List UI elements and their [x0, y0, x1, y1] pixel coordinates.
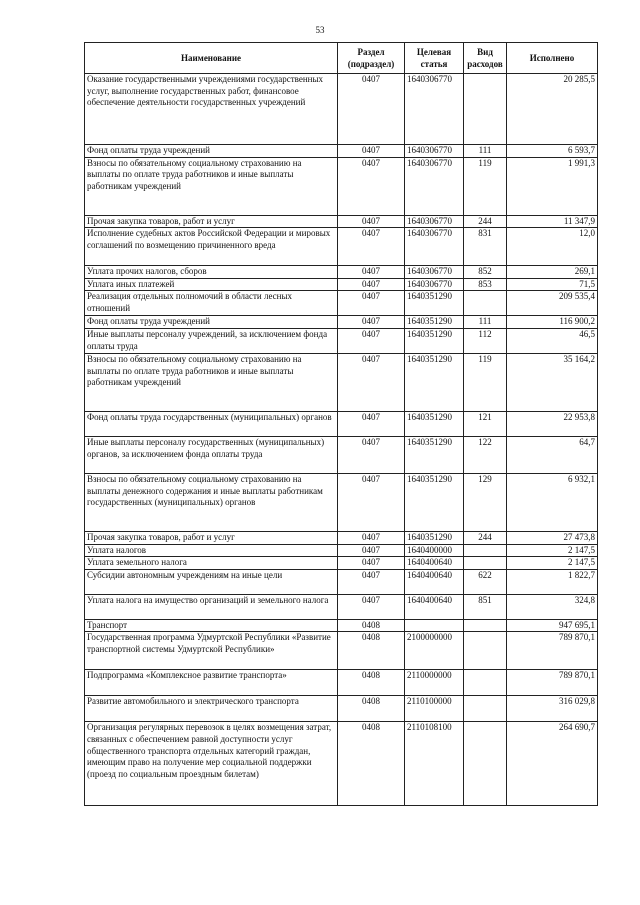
cell-executed: 316 029,8	[507, 696, 598, 722]
cell-expense-type: 122	[464, 436, 507, 473]
cell-name: Взносы по обязательному социальному страхованию на выплаты денежного содержания и иные выплаты работникам государственных (муниципальных) органов	[85, 473, 338, 531]
cell-expense-type: 129	[464, 473, 507, 531]
cell-target: 1640400640	[405, 594, 464, 619]
cell-section: 0408	[338, 670, 405, 696]
cell-target: 1640400000	[405, 544, 464, 557]
cell-section: 0407	[338, 266, 405, 279]
cell-section: 0407	[338, 353, 405, 411]
table-row	[85, 353, 598, 411]
cell-executed: 1 822,7	[507, 569, 598, 594]
cell-target: 1640351290	[405, 436, 464, 473]
cell-target: 1640351290	[405, 291, 464, 316]
cell-executed: 6 932,1	[507, 473, 598, 531]
table-row	[85, 722, 598, 806]
page-number: 53	[315, 25, 325, 35]
cell-name: Взносы по обязательному социальному страхованию на выплаты по оплате труда работников и иные выплаты работникам учреждений	[85, 353, 338, 411]
header-section: Раздел (подраздел)	[338, 43, 405, 74]
cell-section: 0407	[338, 74, 405, 145]
cell-expense-type: 622	[464, 569, 507, 594]
cell-section: 0407	[338, 569, 405, 594]
cell-section: 0407	[338, 328, 405, 353]
cell-name: Реализация отдельных полномочий в области лесных отношений	[85, 291, 338, 316]
cell-expense-type	[464, 670, 507, 696]
cell-name: Прочая закупка товаров, работ и услуг	[85, 215, 338, 228]
cell-section: 0408	[338, 722, 405, 806]
table-row	[85, 157, 598, 215]
cell-name: Организация регулярных перевозок в целях возмещения затрат, связанных с обеспечением равной доступности услуг общественного транспорта отдельных категорий граждан, имеющим право на получение мер социальной поддержки (проезд по социальным проездным билетам)	[85, 722, 338, 806]
cell-expense-type	[464, 632, 507, 670]
cell-executed: 789 870,1	[507, 632, 598, 670]
cell-section: 0408	[338, 696, 405, 722]
cell-executed: 947 695,1	[507, 619, 598, 632]
cell-executed: 71,5	[507, 278, 598, 291]
cell-expense-type: 851	[464, 594, 507, 619]
cell-name: Иные выплаты персоналу учреждений, за исключением фонда оплаты труда	[85, 328, 338, 353]
cell-target: 1640306770	[405, 157, 464, 215]
table-row	[85, 228, 598, 266]
cell-name: Иные выплаты персоналу государственных (муниципальных) органов, за исключением фонда оплаты труда	[85, 436, 338, 473]
cell-name: Государственная программа Удмуртской Республики «Развитие транспортной системы Удмуртской Республики»	[85, 632, 338, 670]
cell-target: 1640351290	[405, 328, 464, 353]
cell-section: 0407	[338, 411, 405, 436]
cell-executed: 264 690,7	[507, 722, 598, 806]
cell-name: Уплата земельного налога	[85, 557, 338, 570]
cell-executed: 46,5	[507, 328, 598, 353]
cell-expense-type: 119	[464, 353, 507, 411]
table-row	[85, 145, 598, 158]
cell-name: Уплата иных платежей	[85, 278, 338, 291]
table-row	[85, 619, 598, 632]
cell-section: 0407	[338, 436, 405, 473]
cell-name: Фонд оплаты труда учреждений	[85, 316, 338, 329]
cell-target: 1640351290	[405, 353, 464, 411]
cell-executed: 12,0	[507, 228, 598, 266]
table-row	[85, 594, 598, 619]
cell-expense-type: 852	[464, 266, 507, 279]
cell-executed: 209 535,4	[507, 291, 598, 316]
cell-section: 0407	[338, 291, 405, 316]
cell-section: 0407	[338, 278, 405, 291]
table-row	[85, 670, 598, 696]
cell-name: Оказание государственными учреждениями государственных услуг, выполнение государственных работ, финансовое обеспечение деятельности государственных учреждений	[85, 74, 338, 145]
cell-section: 0407	[338, 544, 405, 557]
table-row	[85, 531, 598, 544]
cell-expense-type: 244	[464, 531, 507, 544]
cell-target: 2110000000	[405, 670, 464, 696]
table-row	[85, 278, 598, 291]
table-body	[85, 74, 598, 806]
cell-target: 1640306770	[405, 278, 464, 291]
table-row	[85, 557, 598, 570]
table-row	[85, 696, 598, 722]
table-row	[85, 569, 598, 594]
cell-target: 1640306770	[405, 266, 464, 279]
cell-name: Подпрограмма «Комплексное развитие транспорта»	[85, 670, 338, 696]
table-row	[85, 328, 598, 353]
cell-name: Субсидии автономным учреждениям на иные цели	[85, 569, 338, 594]
cell-executed: 269,1	[507, 266, 598, 279]
header-executed: Исполнено	[507, 43, 598, 74]
header-row	[85, 43, 598, 74]
cell-executed: 35 164,2	[507, 353, 598, 411]
cell-expense-type: 112	[464, 328, 507, 353]
cell-expense-type	[464, 291, 507, 316]
cell-target: 1640400640	[405, 569, 464, 594]
cell-section: 0408	[338, 632, 405, 670]
cell-target: 1640306770	[405, 215, 464, 228]
cell-section: 0407	[338, 473, 405, 531]
cell-target: 1640351290	[405, 531, 464, 544]
cell-target: 1640351290	[405, 411, 464, 436]
cell-expense-type	[464, 74, 507, 145]
cell-executed: 20 285,5	[507, 74, 598, 145]
table-row	[85, 316, 598, 329]
budget-table	[84, 42, 598, 806]
cell-target: 1640351290	[405, 316, 464, 329]
cell-name: Уплата прочих налогов, сборов	[85, 266, 338, 279]
cell-executed: 22 953,8	[507, 411, 598, 436]
cell-executed: 2 147,5	[507, 544, 598, 557]
table-row	[85, 544, 598, 557]
cell-target: 2110108100	[405, 722, 464, 806]
cell-target: 2110100000	[405, 696, 464, 722]
cell-target: 2100000000	[405, 632, 464, 670]
table-row	[85, 436, 598, 473]
cell-executed: 324,8	[507, 594, 598, 619]
cell-target: 1640306770	[405, 228, 464, 266]
cell-executed: 2 147,5	[507, 557, 598, 570]
cell-section: 0407	[338, 594, 405, 619]
table-row	[85, 291, 598, 316]
header-expense-type: Вид расходов	[464, 43, 507, 74]
cell-section: 0407	[338, 215, 405, 228]
cell-name: Взносы по обязательному социальному страхованию на выплаты по оплате труда работников и иные выплаты работникам учреждений	[85, 157, 338, 215]
cell-executed: 6 593,7	[507, 145, 598, 158]
cell-name: Транспорт	[85, 619, 338, 632]
cell-target: 1640306770	[405, 145, 464, 158]
header-name: Наименование	[85, 43, 338, 74]
cell-executed: 789 870,1	[507, 670, 598, 696]
cell-expense-type	[464, 722, 507, 806]
cell-target: 1640306770	[405, 74, 464, 145]
cell-expense-type: 121	[464, 411, 507, 436]
cell-expense-type: 119	[464, 157, 507, 215]
cell-executed: 116 900,2	[507, 316, 598, 329]
cell-executed: 64,7	[507, 436, 598, 473]
cell-section: 0407	[338, 557, 405, 570]
table-row	[85, 74, 598, 145]
cell-section: 0407	[338, 157, 405, 215]
cell-expense-type: 111	[464, 145, 507, 158]
cell-expense-type: 244	[464, 215, 507, 228]
cell-name: Исполнение судебных актов Российской Федерации и мировых соглашений по возмещению причиненного вреда	[85, 228, 338, 266]
cell-name: Фонд оплаты труда учреждений	[85, 145, 338, 158]
cell-executed: 11 347,9	[507, 215, 598, 228]
cell-target: 1640351290	[405, 473, 464, 531]
table-row	[85, 215, 598, 228]
cell-target	[405, 619, 464, 632]
cell-executed: 1 991,3	[507, 157, 598, 215]
cell-expense-type	[464, 557, 507, 570]
table-row	[85, 473, 598, 531]
cell-name: Уплата налога на имущество организаций и земельного налога	[85, 594, 338, 619]
cell-executed: 27 473,8	[507, 531, 598, 544]
table-row	[85, 632, 598, 670]
cell-section: 0407	[338, 531, 405, 544]
cell-target: 1640400640	[405, 557, 464, 570]
cell-expense-type: 853	[464, 278, 507, 291]
cell-section: 0407	[338, 228, 405, 266]
cell-name: Уплата налогов	[85, 544, 338, 557]
cell-name: Развитие автомобильного и электрического транспорта	[85, 696, 338, 722]
cell-section: 0407	[338, 145, 405, 158]
header-target: Целевая статья	[405, 43, 464, 74]
cell-expense-type	[464, 544, 507, 557]
cell-expense-type	[464, 696, 507, 722]
cell-expense-type: 831	[464, 228, 507, 266]
cell-section: 0408	[338, 619, 405, 632]
cell-name: Фонд оплаты труда государственных (муниципальных) органов	[85, 411, 338, 436]
table-row	[85, 411, 598, 436]
table-row	[85, 266, 598, 279]
cell-expense-type: 111	[464, 316, 507, 329]
cell-expense-type	[464, 619, 507, 632]
cell-section: 0407	[338, 316, 405, 329]
cell-name: Прочая закупка товаров, работ и услуг	[85, 531, 338, 544]
